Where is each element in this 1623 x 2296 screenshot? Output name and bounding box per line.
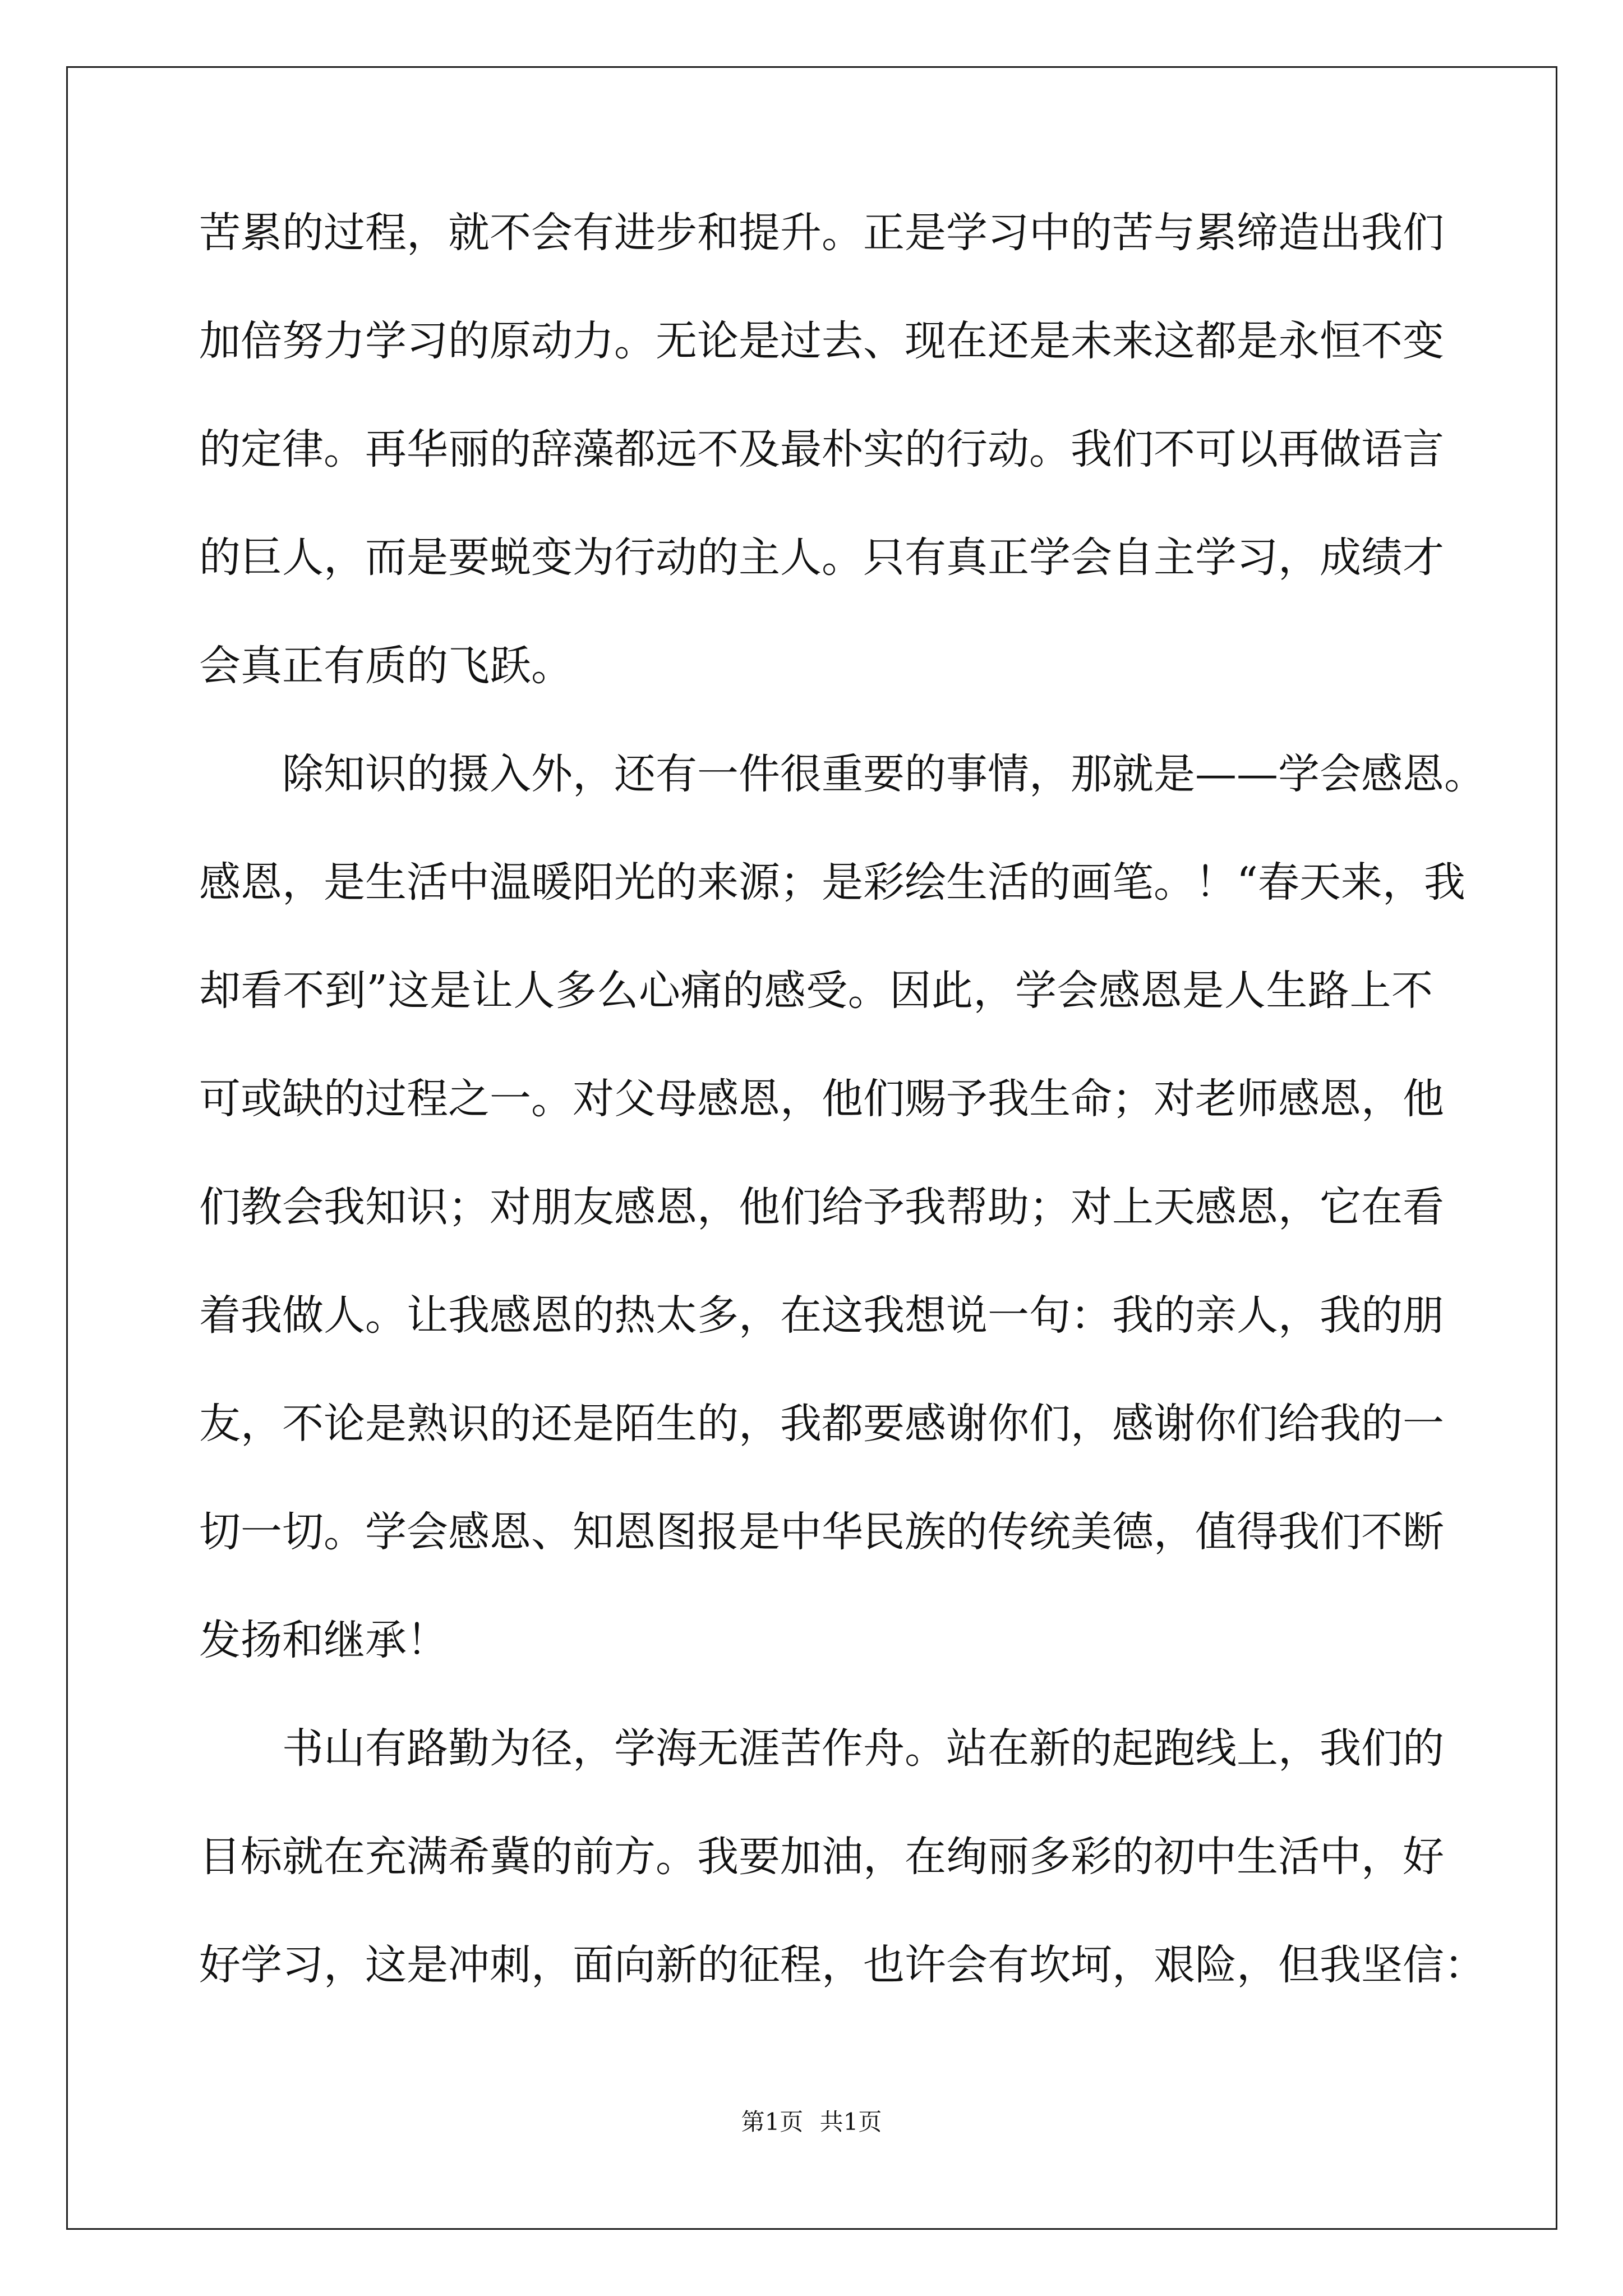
paragraph-1-line-2: 加倍努力学习的原动力。无论是过去、现在还是未来这都是永恒不变	[199, 317, 1444, 365]
paragraph-2-line-6: 着我做人。让我感恩的热太多，在这我想说一句：我的亲人，我的朋	[199, 1291, 1444, 1340]
paragraph-2-line-4: 可或缺的过程之一。对父母感恩，他们赐予我生命；对老师感恩，他	[199, 1075, 1444, 1123]
paragraph-1-line-4: 的巨人，而是要蜕变为行动的主人。只有真正学会自主学习，成绩才	[199, 533, 1444, 582]
page-number-current: 第1页	[741, 2108, 804, 2136]
paragraph-3-line-1: 书山有路勤为径，学海无涯苦作舟。站在新的起跑线上，我们的	[282, 1724, 1444, 1773]
page-border	[66, 66, 1557, 2230]
paragraph-2-line-7: 友，不论是熟识的还是陌生的，我都要感谢你们，感谢你们给我的一	[199, 1400, 1444, 1448]
page-footer	[0, 2105, 1623, 2139]
paragraph-2-line-5: 们教会我知识；对朋友感恩，他们给予我帮助；对上天感恩，它在看	[199, 1183, 1444, 1231]
paragraph-2-line-9: 发扬和继承！	[199, 1616, 448, 1664]
page-number-total: 共1页	[819, 2108, 882, 2136]
paragraph-2-line-1: 除知识的摄入外，还有一件很重要的事情，那就是——学会感恩。	[282, 750, 1486, 798]
paragraph-1-line-5: 会真正有质的飞跃。	[199, 642, 573, 690]
paragraph-2-line-8: 切一切。学会感恩、知恩图报是中华民族的传统美德，值得我们不断	[199, 1508, 1444, 1556]
paragraph-1-line-1: 苦累的过程，就不会有进步和提升。正是学习中的苦与累缔造出我们	[199, 209, 1444, 257]
paragraph-2-line-2: 感恩，是生活中温暖阳光的来源；是彩绘生活的画笔。！“春天来，我	[199, 858, 1465, 907]
paragraph-3-line-3: 好学习，这是冲刺，面向新的征程，也许会有坎坷，艰险，但我坚信：	[199, 1941, 1486, 1989]
paragraph-2-line-3: 却看不到”这是让人多么心痛的感受。因此，学会感恩是人生路上不	[199, 967, 1433, 1015]
paragraph-1-line-3: 的定律。再华丽的辞藻都远不及最朴实的行动。我们不可以再做语言	[199, 425, 1444, 473]
paragraph-3-line-2: 目标就在充满希冀的前方。我要加油，在绚丽多彩的初中生活中，好	[199, 1833, 1444, 1881]
